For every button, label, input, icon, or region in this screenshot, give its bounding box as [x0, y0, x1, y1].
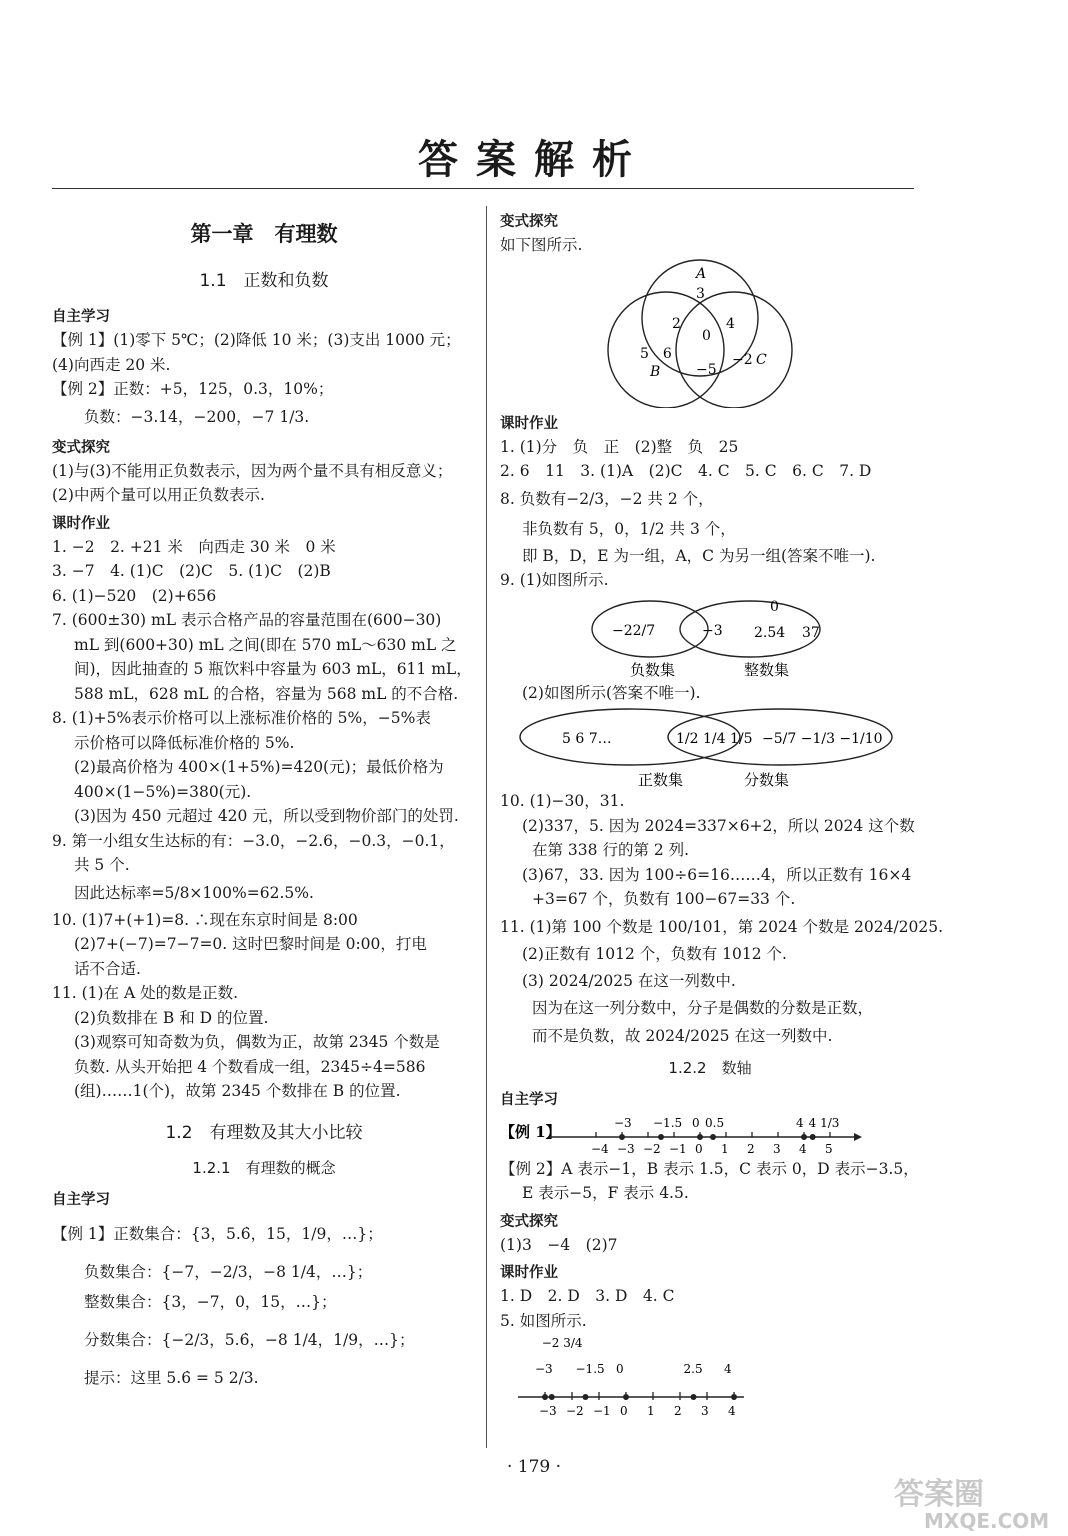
venn-label-a: A — [696, 265, 707, 282]
venn-value-ab: 2 — [672, 315, 681, 332]
venn-value-a: 3 — [696, 285, 705, 302]
heading-bianshi-r2: 变式探究 — [500, 1213, 558, 1230]
venn-value-c: −2 — [732, 351, 753, 368]
kz-line: 示价格可以降低标准价格的 5%. — [74, 733, 295, 752]
kz-line: 共 5 个. — [74, 856, 130, 874]
heading-keshi-r2: 课时作业 — [500, 1265, 558, 1281]
venn2b-mid: 1/2 1/4 1/5 — [676, 731, 753, 747]
venn-label-b: B — [650, 363, 661, 380]
axis1-point — [810, 1134, 816, 1140]
axis1-point-label: 0 — [692, 1115, 700, 1130]
axis2-point — [583, 1394, 589, 1400]
axis2-point-label: 4 — [724, 1362, 732, 1376]
right-column — [500, 206, 944, 1419]
column-divider — [486, 206, 487, 1448]
kz-line: (2)7+(−7)=7−7=0. 这时巴黎时间是 0:00，打电 — [74, 935, 427, 953]
axis2-point-label: −3 — [535, 1362, 553, 1376]
hint-line: 提示：这里 5.6̇ = 5 2/3. — [84, 1368, 259, 1387]
axis2-tick-label: 4 — [728, 1404, 736, 1418]
set-negative: 负数集合：{−7，−2/3，−8 1/4，…}； — [84, 1262, 373, 1281]
axis1-tick-label: 2 — [747, 1141, 755, 1156]
kz-line: (2)负数排在 B 和 D 的位置. — [74, 1008, 269, 1027]
section-1-2-2-title: 1.2.2 数轴 — [668, 1058, 752, 1077]
watermark-logo — [884, 1470, 1064, 1534]
kz-line: 间)，因此抽查的 5 瓶饮料中容量为 603 mL，611 mL， — [74, 660, 472, 678]
kz-line: 8. (1)+5%表示价格可以上涨标准价格的 5%，−5%表 — [52, 709, 431, 727]
left-column — [52, 206, 476, 1393]
kz-line: 7. (600±30) mL 表示合格产品的容量范围在(600−30) — [52, 611, 442, 629]
kz-line: 400×(1−5%)=380(元). — [74, 782, 252, 801]
q10-line: 在第 338 行的第 2 列. — [532, 841, 690, 859]
heading-bianshi: 变式探究 — [52, 439, 110, 456]
kz-r-line: 9. (1)如图所示. — [500, 571, 609, 589]
venn2a-label2: 整数集 — [744, 660, 790, 679]
section-1-2-title: 1.2 有理数及其大小比较 — [165, 1122, 363, 1143]
venn-label-c: C — [756, 351, 767, 368]
axis2-point — [549, 1394, 555, 1400]
venn2a-right1: 0 — [770, 598, 779, 615]
axis2-point-label: 0 — [616, 1362, 624, 1376]
venn-three-circles — [500, 258, 920, 408]
chapter-title: 第一章 有理数 — [190, 222, 338, 246]
kz-line: (3)因为 450 元超过 420 元，所以受到物价部门的处罚. — [74, 807, 459, 825]
kz-line: 因此达标率=5/8×100%=62.5%. — [74, 883, 314, 902]
kz-r-line: 非负数有 5，0，1/2 共 3 个， — [522, 519, 736, 538]
q10-line: (3)67，33. 因为 100÷6=16……4，所以正数有 16×4 — [522, 865, 912, 884]
kz2-line: 1. D 2. D 3. D 4. C — [500, 1287, 675, 1305]
venn2a-mid: −3 — [702, 622, 723, 639]
ex2-r-line2: E 表示−5，F 表示 4.5. — [522, 1184, 689, 1202]
venn2b-label1: 正数集 — [638, 771, 684, 789]
set-positive: 【例 1】正数集合：{3，5.6̇，15，1/9，…}； — [52, 1224, 383, 1243]
venn-value-ac: 4 — [726, 315, 735, 332]
kz-line: (2)最高价格为 400×(1+5%)=420(元)；最低价格为 — [74, 758, 444, 776]
axis1-point-label: −1.5 — [653, 1115, 683, 1130]
kz-line: 9. 第一小组女生达标的有：−3.0，−2.6，−0.3，−0.1， — [52, 831, 455, 850]
axis2-point-label: 2.5 — [683, 1362, 703, 1376]
ex2-line1: 【例 2】正数：+5，125，0.3，10%； — [52, 380, 334, 398]
axis1-point — [619, 1134, 625, 1140]
heading-bianshi-r: 变式探究 — [500, 214, 558, 230]
kz-line: 话不合适. — [74, 959, 141, 978]
svg-text:答案圈: 答案圈 — [894, 1477, 984, 1512]
heading-zizhu-2: 自主学习 — [52, 1191, 110, 1208]
bianshi-line1: (1)与(3)不能用正负数表示，因为两个量不具有相反意义； — [52, 461, 453, 480]
kz-r-line: 8. 负数有−2/3，−2 共 2 个， — [500, 489, 714, 508]
venn-value-abc: 0 — [702, 327, 711, 344]
axis1-point — [801, 1134, 807, 1140]
kz-r-line: 1. (1)分 负 正 (2)整 负 25 — [500, 437, 739, 456]
venn2a-right3: 37 — [802, 624, 820, 641]
axis1-point — [658, 1134, 664, 1140]
axis1-tick-label: −2 — [643, 1141, 661, 1156]
axis1-tick-label: 0 — [695, 1141, 703, 1156]
ex2-r-line1: 【例 2】A 表示−1，B 表示 1.5，C 表示 0，D 表示−3.5， — [500, 1159, 919, 1178]
q10-line: (2)337，5. 因为 2024=337×6+2，所以 2024 这个数 — [522, 816, 915, 835]
ex1-line1: 【例 1】(1)零下 5℃；(2)降低 10 米；(3)支出 1000 元； — [52, 331, 461, 349]
heading-keshi: 课时作业 — [52, 515, 110, 532]
axis1-tick-label: 5 — [825, 1141, 833, 1156]
kz-line: (组)……1(个)，故第 2345 个数排在 B 的位置. — [74, 1082, 401, 1100]
number-line-q5 — [500, 1333, 920, 1419]
venn2a-right2: 2.54 — [754, 624, 786, 641]
axis2-tick-label: −2 — [566, 1404, 584, 1418]
kz-line: 10. (1)7+(+1)=8. ∴现在东京时间是 8:00 — [52, 910, 358, 929]
q11-line: (3) 2024/2025 在这一列数中. — [522, 972, 736, 990]
axis1-point — [697, 1134, 703, 1140]
q11-line: (2)正数有 1012 个，负数有 1012 个. — [522, 944, 787, 963]
axis1-point-label: −3 — [614, 1115, 632, 1130]
axis1-tick-label: −3 — [617, 1141, 635, 1156]
q11-line: 而不是负数，故 2024/2025 在这一列数中. — [532, 1026, 833, 1045]
q11-line: 因为在这一列分数中，分子是偶数的分数是正数， — [532, 999, 874, 1017]
heading-keshi-r: 课时作业 — [500, 415, 558, 432]
axis1-tick-label: −1 — [669, 1141, 687, 1156]
venn-value-bc: −5 — [696, 361, 717, 378]
q10-line: 10. (1)−30，31. — [500, 792, 625, 810]
axis2-tick-label: −3 — [539, 1404, 557, 1418]
kz-line: 1. −2 2. +21 米 向西走 30 米 0 米 — [52, 537, 336, 556]
axis1-tick-label: −4 — [591, 1141, 609, 1156]
axis2-tick-label: 1 — [647, 1404, 655, 1418]
page-title: 答案解析 — [418, 137, 650, 183]
ex1-line2: (4)向西走 20 米. — [52, 355, 171, 374]
venn-negative-integer — [500, 593, 920, 681]
axis2-tick-label: 0 — [620, 1404, 628, 1418]
q11-line: 11. (1)第 100 个数是 100/101，第 2024 个数是 2024/2025. — [500, 917, 944, 936]
kz-line: 11. (1)在 A 处的数是正数. — [52, 984, 239, 1002]
kz-line: 588 mL，628 mL 的合格，容量为 568 mL 的不合格. — [74, 684, 459, 703]
axis2-point — [623, 1394, 629, 1400]
ex2-line2: 负数：−3.14，−200，−7 1/3. — [84, 407, 310, 426]
kz-r-line: 即 B，D，E 为一组，A，C 为另一组(答案不唯一). — [522, 546, 876, 565]
axis2-point — [731, 1394, 737, 1400]
kz-r-line: 2. 6 11 3. (1)A (2)C 4. C 5. C 6. C 7. D — [500, 462, 872, 480]
bianshi-r2-line: (1)3 −4 (2)7 — [500, 1235, 618, 1254]
set-fraction: 分数集合：{−2/3，5.6̇，−8 1/4，1/9，…}； — [84, 1330, 415, 1349]
venn2b-left: 5 6 7… — [562, 731, 612, 747]
number-line-example-1 — [500, 1111, 920, 1157]
bianshi-line2: (2)中两个量可以用正负数表示. — [52, 486, 265, 504]
kz-line: 3. −7 4. (1)C (2)C 5. (1)C (2)B — [52, 562, 331, 580]
axis2-point — [691, 1394, 697, 1400]
kz-line: (3)观察可知奇数为负，偶数为正，故第 2345 个数是 — [74, 1033, 440, 1051]
example-1-label: 【例 1】 — [500, 1122, 561, 1141]
heading-zizhu-r: 自主学习 — [500, 1091, 558, 1108]
axis1-tick-label: 3 — [773, 1141, 781, 1156]
axis1-tick-label: 4 — [799, 1141, 807, 1156]
venn-positive-fraction — [500, 705, 920, 789]
axis1-point-label: 4 1/3 — [808, 1115, 840, 1130]
svg-text:MXQE.COM: MXQE.COM — [924, 1509, 1050, 1533]
q9b-line: (2)如图所示(答案不唯一). — [522, 683, 701, 702]
venn2a-label1: 负数集 — [630, 660, 676, 679]
bianshi-r-line: 如下图所示. — [500, 236, 583, 254]
kz-line: 6. (1)−520 (2)+656 — [52, 586, 217, 605]
q10-line: +3=67 个，负数有 100−67=33 个. — [532, 890, 796, 908]
kz-line: mL 到(600+30) mL 之间(即在 570 mL～630 mL 之 — [74, 635, 457, 654]
set-integer: 整数集合：{3，−7，0，15，…}； — [84, 1292, 337, 1311]
venn2b-label2: 分数集 — [744, 771, 790, 789]
axis2-tick-label: 2 — [674, 1404, 682, 1418]
kz-line: 负数. 从头开始把 4 个数看成一组，2345÷4=586 — [74, 1057, 426, 1076]
heading-zizhu: 自主学习 — [52, 309, 110, 325]
axis2-point-label: −2 3/4 — [541, 1336, 583, 1350]
title-rule — [52, 188, 914, 189]
venn-value-b: 5 6 — [640, 345, 672, 362]
kz2-line: 5. 如图所示. — [500, 1311, 587, 1330]
venn2b-right: −5/7 −1/3 −1/10 — [762, 731, 883, 747]
axis2-tick-label: −1 — [593, 1404, 611, 1418]
axis1-tick-label: 1 — [721, 1141, 729, 1156]
section-1-1-title: 1.1 正数和负数 — [199, 271, 329, 291]
axis2-point-label: −1.5 — [575, 1362, 605, 1376]
axis1-point — [710, 1134, 716, 1140]
axis1-point-label: 4 — [796, 1115, 804, 1130]
page-number: · 179 · — [506, 1457, 562, 1477]
axis1-point-label: 0.5 — [705, 1115, 725, 1130]
section-1-2-1-title: 1.2.1 有理数的概念 — [192, 1158, 336, 1177]
axis2-tick-label: 3 — [701, 1404, 709, 1418]
axis2-point — [542, 1394, 548, 1400]
venn2a-left: −22/7 — [612, 622, 656, 639]
